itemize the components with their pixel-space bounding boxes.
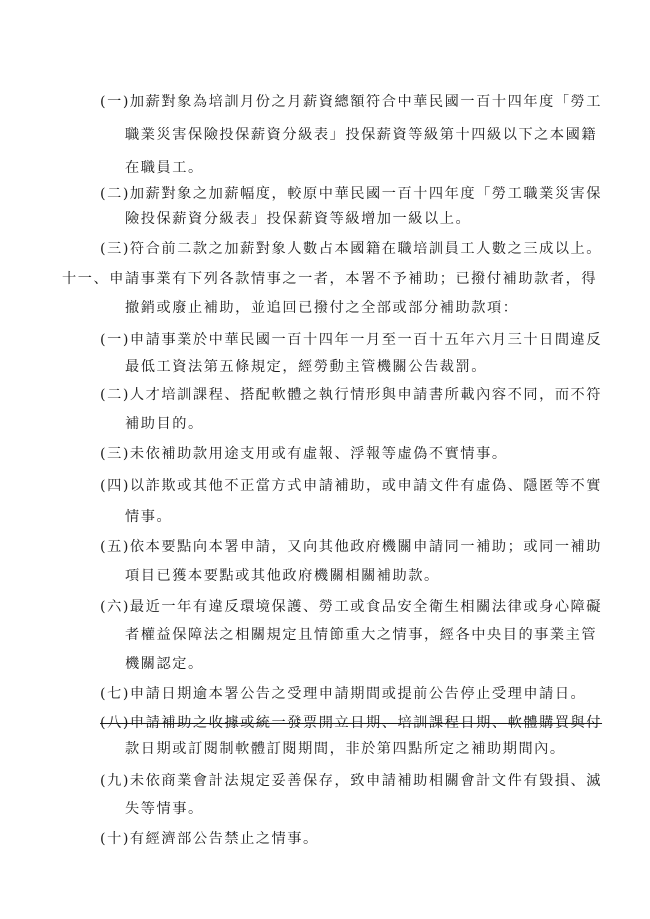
- struck-clause-line: (八)申請補助之收據或統一發票開立日期、培訓課程日期、軟體購買與付: [100, 715, 603, 731]
- clause-line: (六)最近一年有違反環境保護、勞工或食品安全衛生相關法律或身心障礙: [100, 599, 603, 615]
- clause-line: 者權益保障法之相關規定且情節重大之情事，經各中央目的事業主管: [125, 627, 598, 643]
- clause-line: (十)有經濟部公告禁止之情事。: [100, 831, 319, 847]
- clause-line: (二)加薪對象之加薪幅度，較原中華民國一百十四年度「勞工職業災害保: [100, 186, 603, 202]
- clause-line: 情事。: [125, 509, 173, 525]
- clause-line: 職業災害保險投保薪資分級表」投保薪資等級第十四級以下之本國籍: [125, 127, 598, 143]
- clause-line: 機關認定。: [125, 656, 204, 672]
- section-heading-line: 十一、申請事業有下列各款情事之一者，本署不予補助；已撥付補助款者，得: [62, 271, 598, 287]
- clause-line: (三)未依補助款用途支用或有虛報、浮報等虛偽不實情事。: [100, 446, 508, 462]
- clause-line: 項目已獲本要點或其他政府機關相關補助款。: [125, 568, 440, 584]
- clause-line: 款日期或訂閱制軟體訂閱期間，非於第四點所定之補助期間內。: [125, 741, 566, 757]
- clause-line: (三)符合前二款之加薪對象人數占本國籍在職培訓員工人數之三成以上。: [100, 241, 603, 257]
- clause-line: (九)未依商業會計法規定妥善保存，致申請補助相關會計文件有毀損、滅: [100, 773, 603, 789]
- clause-line: 險投保薪資分級表」投保薪資等級增加一級以上。: [125, 211, 472, 227]
- clause-line: (四)以詐欺或其他不正當方式申請補助，或申請文件有虛偽、隱匿等不實: [100, 478, 603, 494]
- clause-line: (七)申請日期逾本署公告之受理申請期間或提前公告停止受理申請日。: [100, 686, 587, 702]
- clause-line: 失等情事。: [125, 801, 204, 817]
- section-heading-line: 撤銷或廢止補助，並追回已撥付之全部或部分補助款項：: [125, 300, 519, 316]
- clause-line: (一)加薪對象為培訓月份之月薪資總額符合中華民國一百十四年度「勞工: [100, 94, 603, 110]
- clause-line: (五)依本要點向本署申請，又向其他政府機關申請同一補助；或同一補助: [100, 539, 603, 555]
- clause-line: 補助目的。: [125, 416, 204, 432]
- clause-line: 最低工資法第五條規定，經勞動主管機關公告裁罰。: [125, 359, 487, 375]
- clause-line: (二)人才培訓課程、搭配軟體之執行情形與申請書所載內容不同，而不符: [100, 387, 603, 403]
- clause-line: 在職員工。: [125, 160, 204, 176]
- clause-line: (一)申請事業於中華民國一百十四年一月至一百十五年六月三十日間違反: [100, 332, 603, 348]
